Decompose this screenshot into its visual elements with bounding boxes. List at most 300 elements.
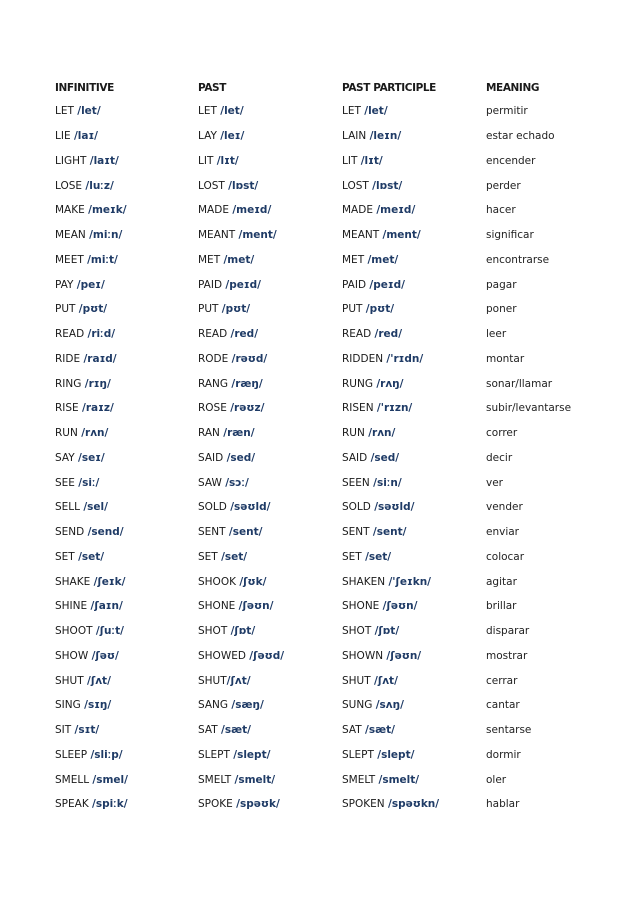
past-word: ROSE xyxy=(198,402,227,415)
past-participle-word: PAID xyxy=(342,278,367,291)
infinitive-word: SING xyxy=(55,699,81,712)
past-participle-cell xyxy=(342,569,486,594)
past-participle-phonetic: /set/ xyxy=(365,550,392,563)
infinitive-phonetic: /sɪt/ xyxy=(74,724,100,737)
irregular-verbs-table xyxy=(55,77,596,817)
past-word: SHOWED xyxy=(198,649,246,662)
table-row xyxy=(55,446,596,471)
past-word: RANG xyxy=(198,377,229,390)
infinitive-phonetic: /sel/ xyxy=(83,501,108,514)
infinitive-word: LIGHT xyxy=(55,154,87,167)
past-participle-word: READ xyxy=(342,328,372,341)
past-participle-phonetic: /leɪn/ xyxy=(369,130,402,143)
past-phonetic: /ʃʌt/ xyxy=(226,674,251,687)
infinitive-cell xyxy=(55,792,198,817)
infinitive-phonetic: /luːz/ xyxy=(85,179,114,192)
infinitive-cell xyxy=(55,619,198,644)
past-participle-phonetic: /siːn/ xyxy=(373,476,402,489)
infinitive-cell xyxy=(55,223,198,248)
infinitive-phonetic: /riːd/ xyxy=(87,328,116,341)
infinitive-cell xyxy=(55,347,198,372)
past-cell xyxy=(198,767,342,792)
past-phonetic: /slept/ xyxy=(233,748,271,761)
past-participle-cell xyxy=(342,718,486,743)
infinitive-cell xyxy=(55,545,198,570)
past-participle-word: SHONE xyxy=(342,600,380,613)
table-row xyxy=(55,347,596,372)
table-row xyxy=(55,693,596,718)
past-participle-cell xyxy=(342,223,486,248)
infinitive-phonetic: /siː/ xyxy=(78,476,100,489)
infinitive-phonetic: /send/ xyxy=(87,526,124,539)
meaning-cell: hacer xyxy=(486,204,516,217)
past-cell xyxy=(198,743,342,768)
infinitive-word: MAKE xyxy=(55,204,85,217)
past-word: LAY xyxy=(198,130,217,143)
infinitive-phonetic: /ʃaɪn/ xyxy=(90,600,123,613)
past-word: SOLD xyxy=(198,501,227,514)
past-phonetic: /met/ xyxy=(223,253,255,266)
table-row xyxy=(55,149,596,174)
infinitive-phonetic: /meɪk/ xyxy=(88,204,127,217)
past-participle-word: SAID xyxy=(342,451,368,464)
infinitive-word: SLEEP xyxy=(55,748,88,761)
infinitive-cell xyxy=(55,693,198,718)
past-phonetic: /ʃʊk/ xyxy=(239,575,267,588)
past-phonetic: /ʃɒt/ xyxy=(230,625,256,638)
past-participle-phonetic: /ʃɒt/ xyxy=(374,625,400,638)
past-cell xyxy=(198,248,342,273)
past-cell xyxy=(198,173,342,198)
past-cell xyxy=(198,594,342,619)
header-infinitive: INFINITIVE xyxy=(55,82,114,94)
past-participle-phonetic: /'rɪdn/ xyxy=(386,352,424,365)
infinitive-word: PAY xyxy=(55,278,74,291)
table-row xyxy=(55,396,596,421)
meaning-cell: pagar xyxy=(486,278,517,291)
past-participle-phonetic: /ʃəʊn/ xyxy=(386,649,422,662)
past-phonetic: /səʊld/ xyxy=(230,501,271,514)
infinitive-cell xyxy=(55,668,198,693)
past-participle-word: LET xyxy=(342,105,361,118)
infinitive-cell xyxy=(55,173,198,198)
infinitive-word: PUT xyxy=(55,303,76,316)
infinitive-word: SET xyxy=(55,550,75,563)
meaning-cell: encender xyxy=(486,154,536,167)
past-participle-phonetic: /spəʊkn/ xyxy=(387,798,440,811)
table-row xyxy=(55,421,596,446)
infinitive-phonetic: /pʊt/ xyxy=(78,303,108,316)
past-word: PUT xyxy=(198,303,219,316)
infinitive-word: MEET xyxy=(55,253,84,266)
infinitive-phonetic: /seɪ/ xyxy=(78,451,105,464)
past-participle-cell xyxy=(342,743,486,768)
infinitive-word: SELL xyxy=(55,501,80,514)
table-row xyxy=(55,173,596,198)
table-row xyxy=(55,223,596,248)
past-phonetic: /ʃəʊn/ xyxy=(238,600,274,613)
meaning-cell: perder xyxy=(486,179,521,192)
infinitive-word: LIE xyxy=(55,130,71,143)
header-past: PAST xyxy=(198,82,226,94)
past-participle-word: SAT xyxy=(342,724,362,737)
past-participle-cell xyxy=(342,322,486,347)
table-row xyxy=(55,743,596,768)
past-cell xyxy=(198,619,342,644)
past-participle-cell xyxy=(342,446,486,471)
past-participle-cell xyxy=(342,520,486,545)
infinitive-phonetic: /ʃəʊ/ xyxy=(91,649,119,662)
table-row xyxy=(55,668,596,693)
table-row xyxy=(55,371,596,396)
infinitive-word: SEE xyxy=(55,476,75,489)
past-word: SHONE xyxy=(198,600,236,613)
past-word: SHUT xyxy=(198,674,227,687)
past-phonetic: /sɔː/ xyxy=(225,476,249,489)
header-past-participle: PAST PARTICIPLE xyxy=(342,82,436,94)
meaning-cell: cantar xyxy=(486,699,520,712)
infinitive-word: SPEAK xyxy=(55,798,89,811)
meaning-cell: decir xyxy=(486,451,513,464)
past-cell xyxy=(198,495,342,520)
infinitive-phonetic: /ʃʌt/ xyxy=(87,674,111,687)
past-participle-cell xyxy=(342,396,486,421)
meaning-cell: oler xyxy=(486,773,507,786)
past-participle-phonetic: /smelt/ xyxy=(378,773,420,786)
past-cell xyxy=(198,668,342,693)
past-word: MEANT xyxy=(198,229,236,242)
table-row xyxy=(55,792,596,817)
past-cell xyxy=(198,223,342,248)
infinitive-cell xyxy=(55,743,198,768)
past-word: SMELT xyxy=(198,773,232,786)
past-participle-word: MET xyxy=(342,253,365,266)
past-participle-phonetic: /ʃəʊn/ xyxy=(382,600,418,613)
past-cell xyxy=(198,99,342,124)
past-participle-word: PUT xyxy=(342,303,363,316)
infinitive-cell xyxy=(55,322,198,347)
infinitive-cell xyxy=(55,718,198,743)
table-row xyxy=(55,569,596,594)
infinitive-word: RISE xyxy=(55,402,79,415)
past-participle-word: SHOWN xyxy=(342,649,384,662)
past-cell xyxy=(198,792,342,817)
past-participle-cell xyxy=(342,149,486,174)
past-cell xyxy=(198,644,342,669)
past-word: RODE xyxy=(198,352,229,365)
past-participle-word: SHAKEN xyxy=(342,575,386,588)
table-row xyxy=(55,297,596,322)
infinitive-cell xyxy=(55,767,198,792)
past-participle-phonetic: /let/ xyxy=(364,105,388,118)
infinitive-phonetic: /sɪŋ/ xyxy=(84,699,112,712)
table-row xyxy=(55,248,596,273)
past-word: SET xyxy=(198,550,218,563)
infinitive-cell xyxy=(55,495,198,520)
past-word: LET xyxy=(198,105,217,118)
past-participle-word: SHUT xyxy=(342,674,371,687)
meaning-cell: ver xyxy=(486,476,503,489)
past-cell xyxy=(198,124,342,149)
past-participle-phonetic: /səʊld/ xyxy=(374,501,415,514)
past-participle-phonetic: /meɪd/ xyxy=(376,204,416,217)
past-phonetic: /ʃəʊd/ xyxy=(249,649,285,662)
infinitive-cell xyxy=(55,149,198,174)
past-participle-word: RISEN xyxy=(342,402,374,415)
meaning-cell: disparar xyxy=(486,625,530,638)
past-phonetic: /spəʊk/ xyxy=(236,798,280,811)
past-participle-cell xyxy=(342,347,486,372)
past-cell xyxy=(198,446,342,471)
past-word: PAID xyxy=(198,278,223,291)
past-cell xyxy=(198,297,342,322)
past-cell xyxy=(198,198,342,223)
past-cell xyxy=(198,347,342,372)
infinitive-phonetic: /ʃuːt/ xyxy=(95,625,124,638)
meaning-cell: montar xyxy=(486,352,525,365)
infinitive-phonetic: /miːn/ xyxy=(89,229,123,242)
past-participle-word: SEEN xyxy=(342,476,370,489)
infinitive-phonetic: /sliːp/ xyxy=(90,748,123,761)
past-participle-phonetic: /ʃʌt/ xyxy=(374,674,398,687)
infinitive-phonetic: /miːt/ xyxy=(87,253,118,266)
past-word: SENT xyxy=(198,526,226,539)
past-participle-word: SOLD xyxy=(342,501,371,514)
past-phonetic: /ræn/ xyxy=(223,427,255,440)
past-participle-cell xyxy=(342,495,486,520)
past-cell xyxy=(198,272,342,297)
infinitive-phonetic: /rɪŋ/ xyxy=(84,377,111,390)
past-participle-cell xyxy=(342,644,486,669)
past-participle-word: RUN xyxy=(342,427,365,440)
past-participle-cell xyxy=(342,99,486,124)
past-participle-word: SHOT xyxy=(342,625,372,638)
table-header-row xyxy=(55,77,596,99)
infinitive-cell xyxy=(55,644,198,669)
table-row xyxy=(55,322,596,347)
past-participle-cell xyxy=(342,124,486,149)
past-participle-cell xyxy=(342,668,486,693)
past-phonetic: /lɒst/ xyxy=(228,179,259,192)
table-row xyxy=(55,644,596,669)
past-word: RAN xyxy=(198,427,220,440)
table-row xyxy=(55,520,596,545)
infinitive-word: RUN xyxy=(55,427,78,440)
past-cell xyxy=(198,569,342,594)
past-participle-word: RUNG xyxy=(342,377,373,390)
past-phonetic: /ræŋ/ xyxy=(231,377,263,390)
infinitive-phonetic: /laɪt/ xyxy=(89,154,119,167)
past-cell xyxy=(198,718,342,743)
infinitive-word: LOSE xyxy=(55,179,83,192)
infinitive-cell xyxy=(55,446,198,471)
infinitive-phonetic: /set/ xyxy=(78,550,105,563)
past-word: SAT xyxy=(198,724,218,737)
infinitive-cell xyxy=(55,470,198,495)
meaning-cell: cerrar xyxy=(486,674,518,687)
infinitive-cell xyxy=(55,396,198,421)
infinitive-word: SIT xyxy=(55,724,72,737)
meaning-cell: correr xyxy=(486,427,518,440)
past-word: MADE xyxy=(198,204,229,217)
infinitive-cell xyxy=(55,594,198,619)
infinitive-word: SHINE xyxy=(55,600,88,613)
past-cell xyxy=(198,520,342,545)
past-participle-cell xyxy=(342,693,486,718)
meaning-cell: leer xyxy=(486,328,507,341)
past-participle-word: SENT xyxy=(342,526,370,539)
infinitive-word: LET xyxy=(55,105,74,118)
past-participle-phonetic: /peɪd/ xyxy=(369,278,405,291)
table-body xyxy=(55,99,596,817)
past-participle-word: MADE xyxy=(342,204,373,217)
infinitive-phonetic: /peɪ/ xyxy=(76,278,105,291)
past-word: READ xyxy=(198,328,228,341)
past-participle-phonetic: /slept/ xyxy=(377,748,415,761)
past-cell xyxy=(198,396,342,421)
past-phonetic: /ment/ xyxy=(238,229,277,242)
past-participle-cell xyxy=(342,594,486,619)
infinitive-word: SEND xyxy=(55,526,85,539)
infinitive-word: RIDE xyxy=(55,352,81,365)
past-participle-cell xyxy=(342,297,486,322)
past-phonetic: /lɪt/ xyxy=(216,154,239,167)
past-participle-cell xyxy=(342,619,486,644)
past-participle-phonetic: /'ʃeɪkn/ xyxy=(388,575,432,588)
past-participle-cell xyxy=(342,248,486,273)
infinitive-word: READ xyxy=(55,328,85,341)
past-participle-word: RIDDEN xyxy=(342,352,384,365)
meaning-cell: encontrarse xyxy=(486,253,550,266)
table-row xyxy=(55,545,596,570)
past-word: SAW xyxy=(198,476,222,489)
meaning-cell: significar xyxy=(486,229,534,242)
past-participle-cell xyxy=(342,173,486,198)
meaning-cell: enviar xyxy=(486,526,519,539)
infinitive-word: SHAKE xyxy=(55,575,91,588)
table-row xyxy=(55,272,596,297)
past-phonetic: /set/ xyxy=(221,550,248,563)
past-phonetic: /smelt/ xyxy=(234,773,276,786)
meaning-cell: hablar xyxy=(486,798,520,811)
infinitive-phonetic: /rʌn/ xyxy=(81,427,109,440)
past-phonetic: /sæŋ/ xyxy=(231,699,264,712)
past-participle-phonetic: /lɪt/ xyxy=(360,154,383,167)
meaning-cell: vender xyxy=(486,501,523,514)
past-word: SLEPT xyxy=(198,748,230,761)
infinitive-word: SAY xyxy=(55,451,75,464)
past-participle-word: MEANT xyxy=(342,229,380,242)
past-participle-word: SET xyxy=(342,550,362,563)
infinitive-word: SHOOT xyxy=(55,625,93,638)
past-cell xyxy=(198,545,342,570)
infinitive-cell xyxy=(55,371,198,396)
infinitive-cell xyxy=(55,198,198,223)
past-word: SPOKE xyxy=(198,798,233,811)
past-participle-cell xyxy=(342,545,486,570)
infinitive-word: MEAN xyxy=(55,229,86,242)
infinitive-phonetic: /laɪ/ xyxy=(73,130,99,143)
table-row xyxy=(55,198,596,223)
table-row xyxy=(55,99,596,124)
past-participle-phonetic: /pʊt/ xyxy=(365,303,395,316)
past-participle-phonetic: /'rɪzn/ xyxy=(376,402,413,415)
past-participle-phonetic: /sæt/ xyxy=(365,724,395,737)
header-meaning: MEANING xyxy=(486,82,540,94)
meaning-cell: permitir xyxy=(486,105,528,118)
infinitive-phonetic: /raɪz/ xyxy=(82,402,114,415)
past-cell xyxy=(198,421,342,446)
infinitive-word: SMELL xyxy=(55,773,90,786)
past-participle-word: SPOKEN xyxy=(342,798,385,811)
past-cell xyxy=(198,371,342,396)
infinitive-cell xyxy=(55,248,198,273)
past-participle-cell xyxy=(342,470,486,495)
infinitive-cell xyxy=(55,124,198,149)
past-cell xyxy=(198,149,342,174)
table-row xyxy=(55,718,596,743)
past-participle-phonetic: /sed/ xyxy=(370,451,400,464)
past-phonetic: /meɪd/ xyxy=(232,204,272,217)
past-cell xyxy=(198,470,342,495)
past-word: MET xyxy=(198,253,221,266)
past-participle-phonetic: /red/ xyxy=(374,328,403,341)
meaning-cell: subir/levantarse xyxy=(486,402,572,415)
past-word: LOST xyxy=(198,179,225,192)
past-phonetic: /pʊt/ xyxy=(221,303,251,316)
table-row xyxy=(55,594,596,619)
infinitive-phonetic: /ʃeɪk/ xyxy=(93,575,126,588)
past-participle-phonetic: /lɒst/ xyxy=(372,179,403,192)
meaning-cell: dormir xyxy=(486,748,521,761)
past-phonetic: /sed/ xyxy=(226,451,256,464)
past-participle-phonetic: /rʌn/ xyxy=(368,427,396,440)
meaning-cell: brillar xyxy=(486,600,517,613)
past-participle-word: SUNG xyxy=(342,699,373,712)
past-phonetic: /leɪ/ xyxy=(220,130,245,143)
past-word: SHOT xyxy=(198,625,228,638)
meaning-cell: colocar xyxy=(486,550,525,563)
past-cell xyxy=(198,693,342,718)
past-participle-phonetic: /rʌŋ/ xyxy=(376,377,404,390)
past-word: SHOOK xyxy=(198,575,236,588)
infinitive-cell xyxy=(55,569,198,594)
past-participle-phonetic: /met/ xyxy=(367,253,399,266)
past-participle-cell xyxy=(342,767,486,792)
past-word: SANG xyxy=(198,699,229,712)
infinitive-cell xyxy=(55,99,198,124)
past-phonetic: /let/ xyxy=(220,105,244,118)
past-participle-phonetic: /sʌŋ/ xyxy=(375,699,404,712)
infinitive-word: RING xyxy=(55,377,82,390)
past-word: LIT xyxy=(198,154,214,167)
past-participle-word: SMELT xyxy=(342,773,376,786)
past-participle-phonetic: /ment/ xyxy=(382,229,421,242)
past-phonetic: /sæt/ xyxy=(221,724,251,737)
infinitive-cell xyxy=(55,272,198,297)
table-row xyxy=(55,495,596,520)
past-participle-cell xyxy=(342,421,486,446)
table-row xyxy=(55,767,596,792)
infinitive-phonetic: /let/ xyxy=(77,105,101,118)
table-row xyxy=(55,124,596,149)
infinitive-phonetic: /raɪd/ xyxy=(83,352,117,365)
past-phonetic: /rəʊz/ xyxy=(230,402,265,415)
past-word: SAID xyxy=(198,451,224,464)
meaning-cell: sentarse xyxy=(486,724,532,737)
past-phonetic: /sent/ xyxy=(228,526,263,539)
infinitive-word: SHOW xyxy=(55,649,89,662)
